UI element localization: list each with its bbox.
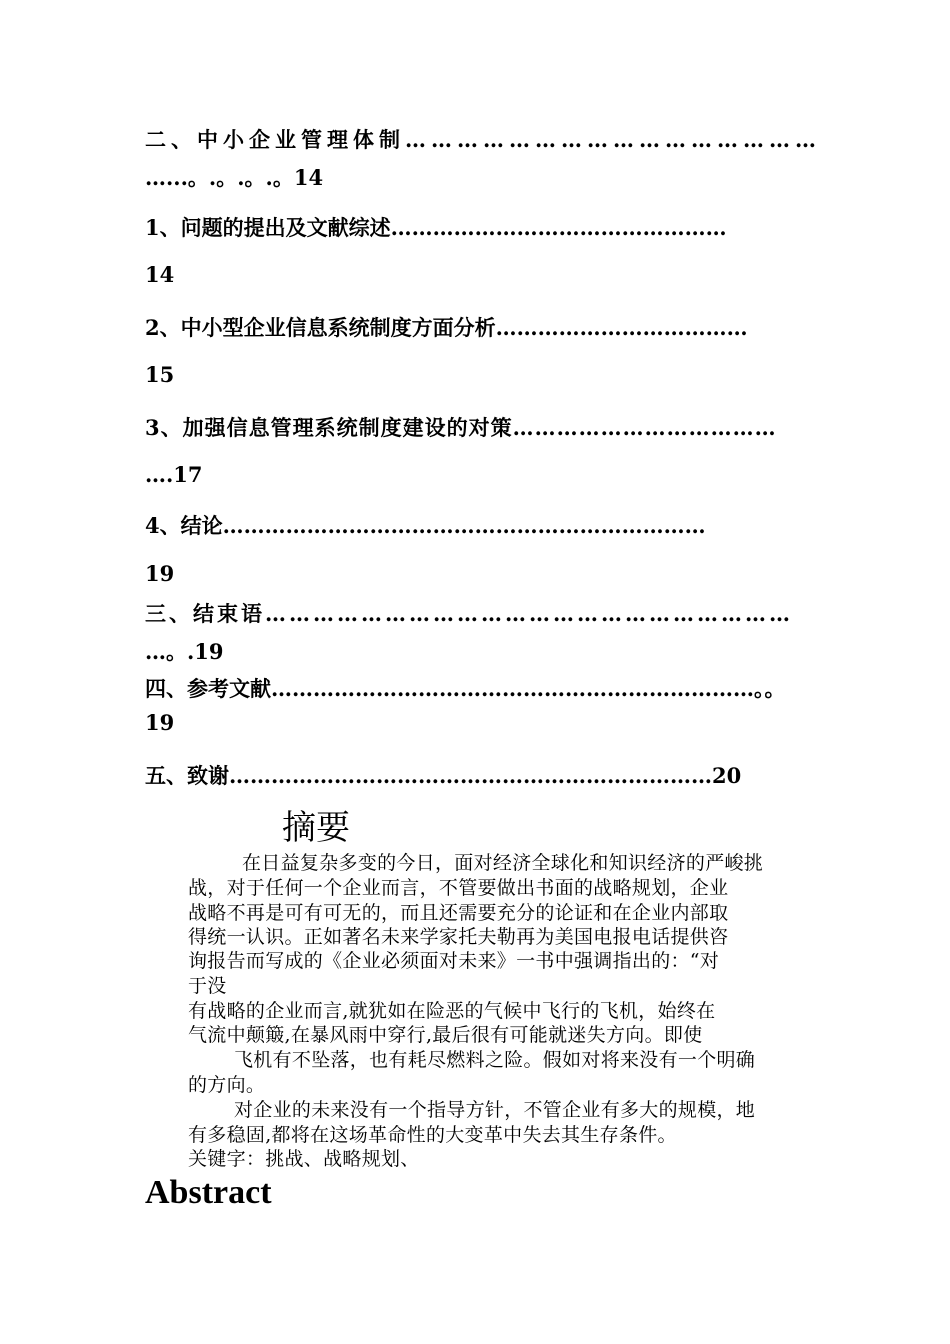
abstract-cn-title: 摘要 [282,808,350,848]
toc-entry-system-analysis-page: 15 [145,362,175,387]
toc-entry-closing-remarks-page: …。.19 [145,639,224,664]
toc-entry-countermeasures-page: ….17 [145,462,203,487]
toc-entry-acknowledgements: 五、致谢……………………………………………………………20 [145,763,742,788]
abstract-cn-line: 在日益复杂多变的今日，面对经济全球化和知识经济的严峻挑 [242,852,764,874]
toc-entry-system-analysis: 2、中小型企业信息系统制度方面分析……………………………… [145,315,748,340]
abstract-cn-keywords: 关键字：挑战、战略规划、 [188,1148,420,1170]
toc-entry-management-system: 二、中小企业管理体制………………………………………… [145,127,821,152]
abstract-cn-line: 对企业的未来没有一个指导方针，不管企业有多大的规模，地 [234,1099,756,1121]
toc-entry-references: 四、参考文献……………………………………………………………。。 [145,676,786,701]
abstract-cn-line: 询报告而写成的《企业必须面对未来》一书中强调指出的：“对 [188,950,720,972]
abstract-cn-line: 飞机有不坠落，也有耗尽燃料之险。假如对将来没有一个明确 [234,1049,756,1071]
abstract-cn-line: 有多稳固,都将在这场革命性的大变革中失去其生存条件。 [188,1124,677,1146]
abstract-cn-line: 得统一认识。正如著名未来学家托夫勒再为美国电报电话提供咨 [188,926,729,948]
abstract-en-title: Abstract [145,1174,272,1211]
toc-entry-problem-statement: 1、问题的提出及文献综述………………………………………… [145,215,727,240]
toc-entry-references-page: 19 [145,710,175,735]
toc-entry-management-system-page: …...。.。.。.。14 [145,165,324,190]
abstract-cn-line: 战略不再是可有可无的，而且还需要充分的论证和在企业内部取 [188,902,729,924]
abstract-cn-line: 有战略的企业而言,就犹如在险恶的气候中飞行的飞机，始终在 [188,1000,716,1022]
abstract-cn-line: 于没 [188,975,227,997]
toc-entry-conclusion-page: 19 [145,561,175,586]
toc-entry-countermeasures: 3、加强信息管理系统制度建设的对策……………………………… [145,415,777,440]
abstract-cn-line: 气流中颠簸,在暴风雨中穿行,最后很有可能就迷失方向。即使 [188,1024,703,1046]
toc-entry-conclusion: 4、结论…………………………………………………………… [145,513,706,538]
abstract-cn-line: 战，对于任何一个企业而言，不管要做出书面的战略规划，企业 [188,877,729,899]
abstract-cn-line: 的方向。 [188,1074,266,1096]
toc-entry-problem-statement-page: 14 [145,262,175,287]
toc-entry-closing-remarks: 三、结束语………………………………………………………… [145,601,793,626]
